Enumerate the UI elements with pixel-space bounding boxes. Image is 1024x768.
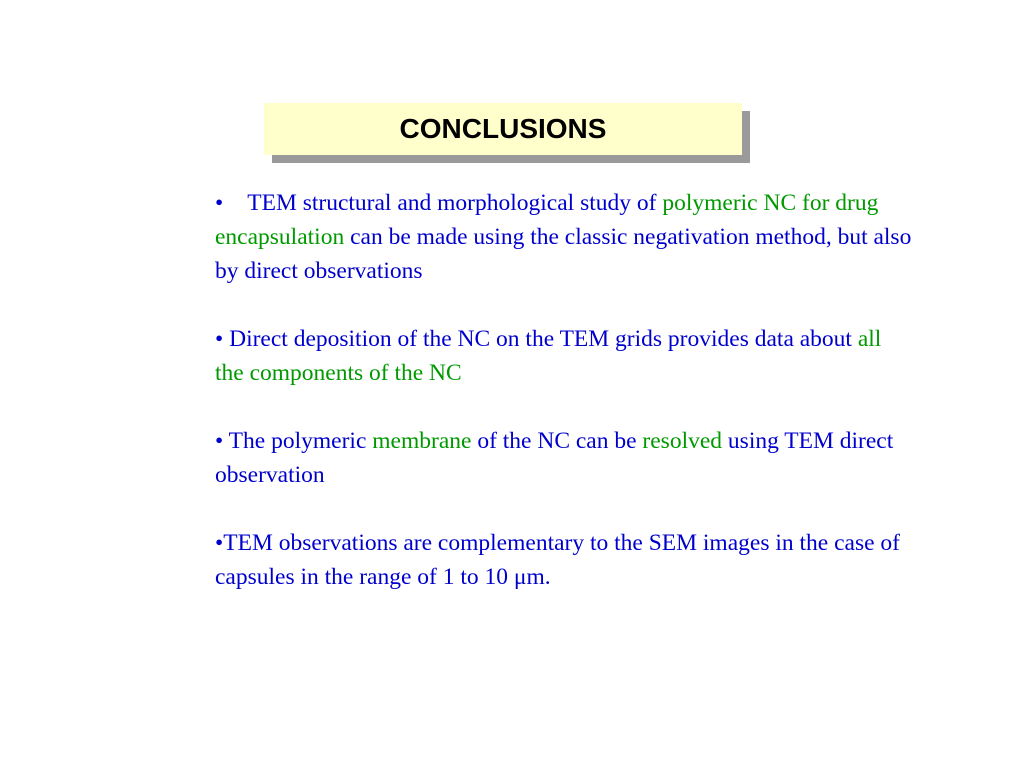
bullet-marker: • [215,428,224,454]
bullet-text: TEM structural and morphological study of [247,190,663,216]
bullet-text: using TEM direct observation [215,428,894,488]
bullet-text: of the NC can be [471,428,643,454]
bullet-marker: • [215,326,224,352]
bullet-item-4 [215,526,915,594]
bullet-item-2 [215,322,915,390]
slide-title: CONCLUSIONS [399,113,607,144]
highlight-text: polymeric NC for drug encapsulation [215,190,879,250]
title-box [264,103,742,155]
bullet-text: TEM observations are complementary to the SEM images in the case of capsules in the range of 1 to 10 μm. [215,530,900,590]
bullet-text: can be made using the classic negativation method, but also by direct observations [215,224,912,284]
highlight-text: membrane [372,428,472,454]
bullet-marker: • [215,530,224,556]
bullet-item-1 [215,186,915,288]
bullet-marker: • [215,190,224,216]
bullet-text: The polymeric [223,428,373,454]
highlight-text: resolved [642,428,723,454]
conclusions-list [215,186,915,594]
bullet-item-3 [215,424,915,492]
highlight-text: all the components of the NC [215,326,882,386]
bullet-text: Direct deposition of the NC on the TEM grids provides data about [223,326,858,352]
